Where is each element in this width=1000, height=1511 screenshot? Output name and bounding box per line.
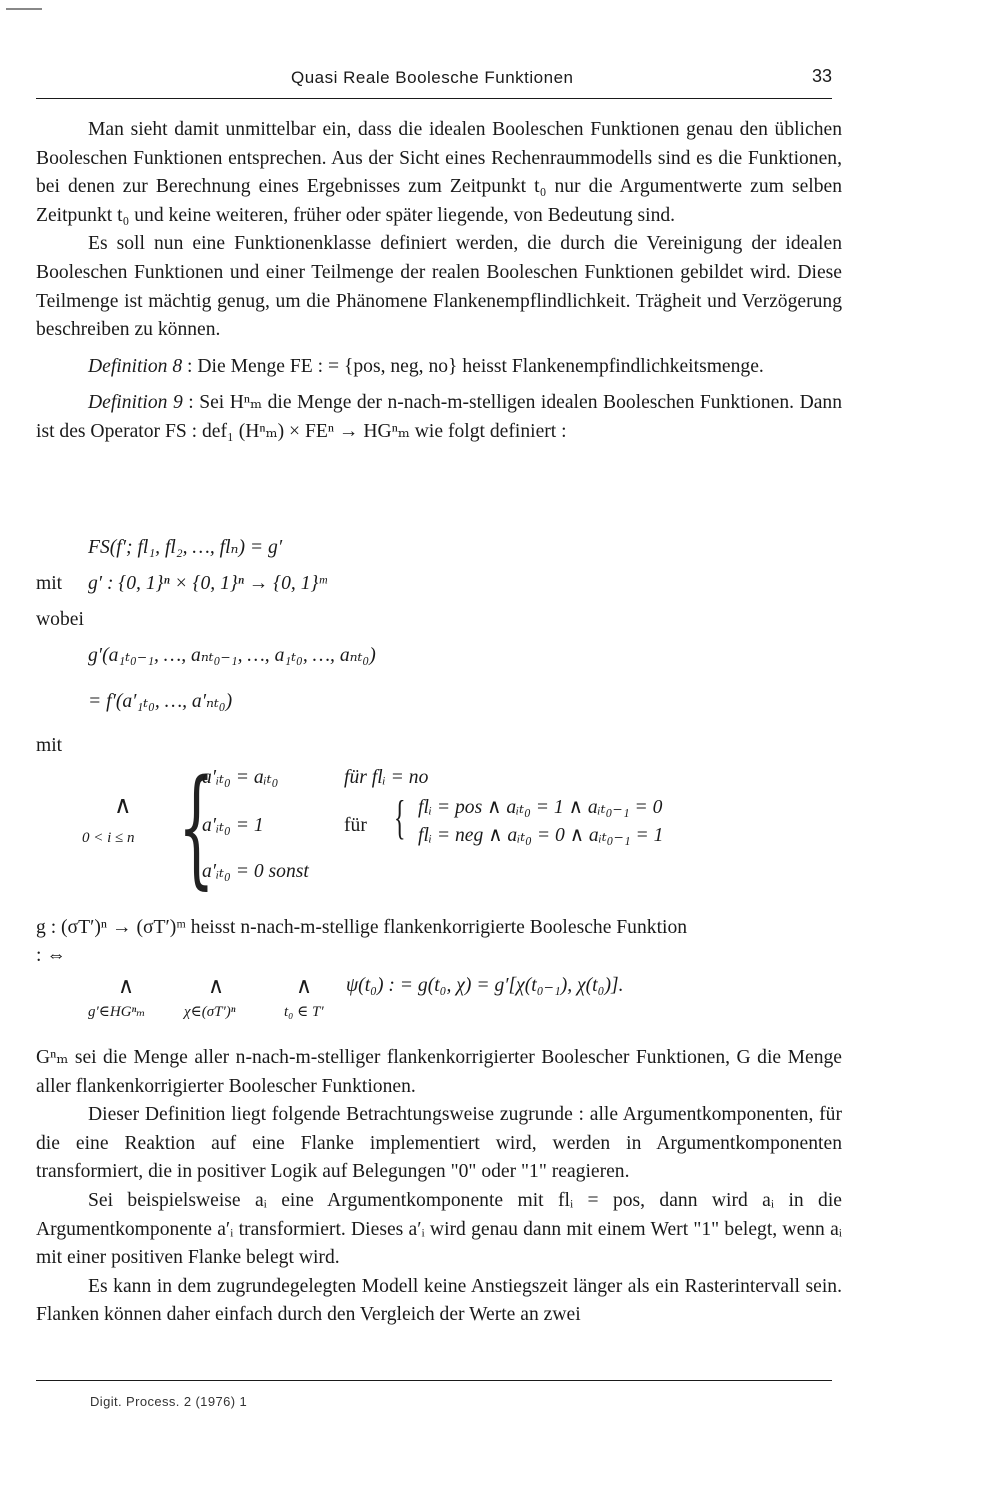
case-1-condition: für flᵢ = no (344, 767, 429, 788)
formula-iff: : ⇔ (36, 945, 66, 966)
small-brace-icon: { (394, 791, 406, 844)
left-brace-icon: { (178, 753, 215, 902)
wedge-operator-1: ∧ (118, 973, 135, 998)
scan-mark (6, 8, 42, 10)
case-2-condition-2: flᵢ = neg ∧ aᵢₜ₀ = 0 ∧ aᵢₜ₀₋₁ = 1 (418, 825, 664, 846)
case-2-lhs: a′ᵢₜ₀ = 1 (202, 815, 264, 836)
paragraph-3: Gⁿₘ sei die Menge aller n-nach-m-stelliger flankenkorrigierter Boolescher Funktionen, G die Menge aller flankenkorrigierter Boolescher Funktionen. (36, 1047, 842, 1097)
paragraph-4: Dieser Definition liegt folgende Betrachtungsweise zugrunde : alle Argumentkomponenten, für die eine Reaktion auf eine Flanke implementiert wird, werden in Argumentkomponenten transformiert, die in positiver Logik auf Belegungen "0" oder "1" reagieren. (36, 1104, 842, 1183)
page-number: 33 (811, 66, 832, 86)
wedge-operator: ∧ (114, 793, 132, 819)
wedge-operator-3: ∧ (296, 973, 313, 998)
formula-fs: FS(f′; fl₁, fl₂, …, flₙ) = g′ (88, 537, 283, 558)
wedge-operator-2: ∧ (208, 973, 225, 998)
definition-8-label: Definition 8 (88, 355, 183, 377)
formula-g-args: g′(a₁ₜ₀₋₁, …, aₙₜ₀₋₁, …, a₁ₜ₀, …, aₙₜ₀) (88, 645, 376, 666)
formula-g-eq: = f′(a′₁ₜ₀, …, a′ₙₜ₀) (88, 691, 233, 712)
definition-9 (36, 389, 842, 446)
formula-mit: mit (36, 573, 63, 594)
page-header (36, 64, 832, 99)
definition-9-label: Definition 9 (88, 392, 183, 414)
wedge-subscript-1: g′∈HGⁿₘ (88, 1004, 146, 1020)
formula-g-signature: g′ : {0, 1}ⁿ × {0, 1}ⁿ → {0, 1}ᵐ (88, 573, 327, 594)
definition-8-text: : Die Menge FE : = {pos, neg, no} heisst Flankenempfindlichkeitsmenge. (182, 355, 764, 377)
journal-reference: Digit. Process. 2 (1976) 1 (90, 1394, 248, 1409)
paragraph-1: Man sieht damit unmittelbar ein, dass die idealen Booleschen Funktionen genau den üblichen Booleschen Funktionen entsprechen. Aus der Sicht eines Rechenraummodells sind es die Funktionen, bei denen zur Berechnung eines Ergebnisses zum Zeitpunkt t₀ nur die Argumentwerte zum selben Zeitpunkt t₀ und keine weiteren, früher oder später liegende, von Bedeutung sind. (36, 119, 842, 226)
formula-mit-2: mit (36, 735, 63, 756)
case-2-fuer: für (344, 815, 367, 836)
footer-rule (36, 1380, 832, 1381)
formula-g-definition: g : (σT′)ⁿ → (σT′)ᵐ heisst n-nach-m-stellige flankenkorrigierte Boolesche Funktion (36, 917, 688, 938)
following-text (36, 1044, 842, 1330)
definition-8 (36, 353, 842, 382)
paragraph-2: Es soll nun eine Funktionenklasse definiert werden, die durch die Vereinigung der idealen Booleschen Funktionen und einer Teilmenge der realen Booleschen Funktionen gebildet wird. Diese Teilmenge ist mächtig genug, um die Phänomene Flankenempflindlichkeit. Trägheit und Verzögerung beschreiben zu können. (36, 233, 842, 341)
wedge-subscript-2: χ∈(σT′)ⁿ (184, 1004, 236, 1020)
body-text (36, 116, 843, 1326)
definition-9-text: : Sei Hⁿₘ die Menge der n-nach-m-stelligen idealen Booleschen Funktionen. Dann ist des Operator FS : def₁ (Hⁿₘ) × FEⁿ → HGⁿₘ wie folgt definiert : (36, 392, 843, 442)
case-3: a′ᵢₜ₀ = 0 sonst (202, 861, 309, 882)
case-2-condition-1: flᵢ = pos ∧ aᵢₜ₀ = 1 ∧ aᵢₜ₀₋₁ = 0 (418, 797, 663, 818)
formula-wobei: wobei (36, 609, 84, 630)
formula-psi: ψ(t₀) : = g(t₀, χ) = g′[χ(t₀₋₁), χ(t₀)]. (346, 975, 624, 996)
wedge-subscript: 0 < i ≤ n (82, 830, 135, 846)
case-1-lhs: a′ᵢₜ₀ = aᵢₜ₀ (202, 767, 279, 788)
running-head: Quasi Reale Boolesche Funktionen (291, 68, 574, 87)
wedge-subscript-3: t₀ ∈ T′ (284, 1004, 324, 1020)
paragraph-5: Sei beispielsweise aᵢ eine Argumentkomponente mit flᵢ = pos, dann wird aᵢ in die Argumentkomponente a′ᵢ transformiert. Dieses a′ᵢ wird genau dann mit einem Wert "1" belegt, wenn aᵢ mit einer positiven Flanke belegt wird. (36, 1189, 842, 1269)
paragraph-6: Es kann in dem zugrundegelegten Modell keine Anstiegszeit länger als ein Rasterintervall sein. Flanken können daher einfach durch den Vergleich der Werte an zwei (36, 1275, 842, 1326)
quantifier-line (88, 972, 808, 1032)
case-definition (82, 753, 822, 904)
